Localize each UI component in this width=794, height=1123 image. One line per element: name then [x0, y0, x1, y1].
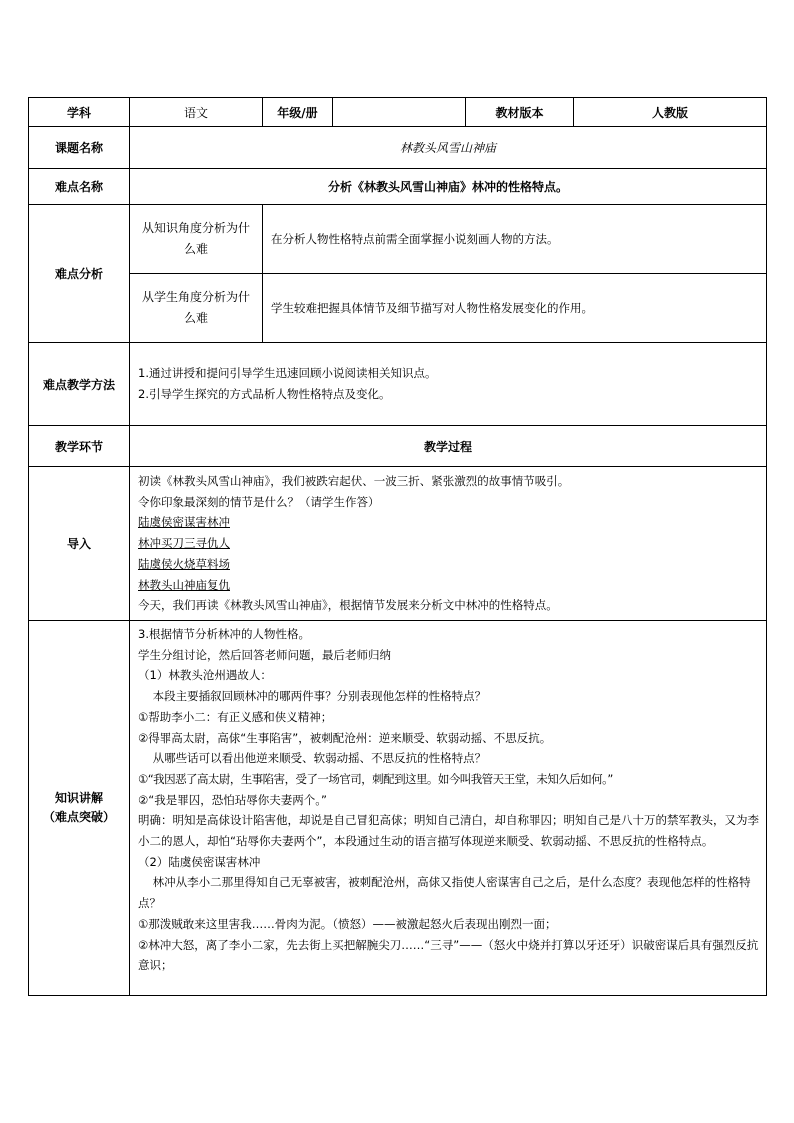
intro-row [29, 467, 767, 621]
analysis-student-value: 学生较难把握具体情节及细节描写对人物性格发展变化的作用。 [263, 274, 767, 343]
lesson-label: 课题名称 [29, 127, 130, 169]
edition-label: 教材版本 [466, 98, 574, 127]
grade-label: 年级/册 [263, 98, 333, 127]
method-content [130, 343, 767, 426]
intro-line: 初读《林教头风雪山神庙》，我们被跌宕起伏、一波三折、紧张激烈的故事情节吸引。 [138, 474, 570, 489]
method-line: 1.通过讲授和提问引导学生迅速回顾小说阅读相关知识点。 [138, 366, 437, 381]
analysis-row-knowledge [29, 205, 767, 274]
knowledge-line: ②“我是罪囚，恐怕玷辱你夫妻两个。” [138, 792, 327, 807]
knowledge-row [29, 621, 767, 996]
analysis-student-label: 从学生角度分析为什么难 [130, 274, 263, 343]
intro-content [130, 467, 767, 621]
process-header-row [29, 426, 767, 467]
knowledge-line: 本段主要插叙回顾林冲的哪两件事？分别表现他怎样的性格特点？ [138, 689, 487, 704]
lesson-row [29, 127, 767, 169]
knowledge-line: ①“我因恶了高太尉，生事陷害，受了一场官司，刺配到这里。如今叫我管天王堂，未知久后如何。” [138, 771, 613, 786]
intro-plot-item: 陆虞侯密谋害林冲 [138, 515, 230, 530]
process-label: 教学过程 [130, 426, 767, 467]
subject-value: 语文 [130, 98, 263, 127]
method-label: 难点教学方法 [29, 343, 130, 426]
intro-line: 令你印象最深刻的情节是什么？（请学生作答） [138, 494, 380, 509]
knowledge-line: ①帮助李小二：有正义感和侠义精神； [138, 709, 333, 724]
analysis-knowledge-label: 从知识角度分析为什么难 [130, 205, 263, 274]
knowledge-paragraph: ②林冲大怒，离了李小二家，先去街上买把解腕尖刀……“三寻”——（怒火中烧并打算以牙还牙）识破密谋后具有强烈反抗意识； [138, 937, 759, 973]
knowledge-line: 从哪些话可以看出他逆来顺受、软弱动摇、不思反抗的性格特点？ [138, 751, 487, 766]
knowledge-line: （2）陆虞侯密谋害林冲 [138, 854, 261, 869]
difficulty-value: 分析《林教头风雪山神庙》林冲的性格特点。 [130, 169, 767, 205]
knowledge-line: 3.根据情节分析林冲的人物性格。 [138, 627, 310, 641]
intro-plot-item: 陆虞侯火烧草料场 [138, 556, 230, 571]
stage-label: 教学环节 [29, 426, 130, 467]
lesson-plan-table [28, 97, 767, 996]
lesson-value: 林教头风雪山神庙 [130, 127, 767, 169]
analysis-knowledge-value: 在分析人物性格特点前需全面掌握小说刻画人物的方法。 [263, 205, 767, 274]
analysis-label: 难点分析 [29, 205, 130, 343]
knowledge-label-line1: 知识讲解 [54, 791, 103, 805]
intro-label: 导入 [29, 467, 130, 621]
knowledge-paragraph: 林冲从李小二那里得知自己无辜被害，被刺配沧州，高俅又指使人密谋害自己之后，是什么态度？表现他怎样的性格特点？ [138, 875, 751, 911]
intro-line: 今天，我们再读《林教头风雪山神庙》，根据情节发展来分析文中林冲的性格特点。 [138, 598, 558, 613]
difficulty-label: 难点名称 [29, 169, 130, 205]
header-row [29, 98, 767, 127]
grade-value [333, 98, 466, 127]
knowledge-line: （1）林教头沧州遇故人： [138, 668, 272, 683]
subject-label: 学科 [29, 98, 130, 127]
knowledge-line: 学生分组讨论，然后回答老师问题，最后老师归纳 [138, 647, 391, 662]
method-line: 2.引导学生探究的方式品析人物性格特点及变化。 [138, 387, 391, 401]
knowledge-line: ②得罪高太尉，高俅“生事陷害”，被刺配沧州：逆来顺受、软弱动摇、不思反抗。 [138, 730, 552, 745]
knowledge-paragraph: 明确：明知是高俅设计陷害他，却说是自己冒犯高俅；明知自己清白，却自称罪囚；明知自己是八十万的禁军教头，又为李小二的恩人，却怕“玷辱你夫妻两个”，本段通过生动的语言描写体现逆来顺受、软弱动摇、不思反抗的性格特点。 [138, 813, 759, 849]
intro-plot-item: 林教头山神庙复仇 [138, 577, 230, 592]
knowledge-line: ①那泼贼敢来这里害我……骨肉为泥。（愤怒）——被激起怒火后表现出刚烈一面； [138, 916, 557, 931]
knowledge-label [29, 621, 130, 996]
intro-plot-item: 林冲买刀三寻仇人 [138, 536, 230, 551]
knowledge-content [130, 621, 767, 996]
knowledge-label-line2: （难点突破） [42, 810, 115, 824]
edition-value: 人教版 [574, 98, 767, 127]
difficulty-row [29, 169, 767, 205]
analysis-row-student [29, 274, 767, 343]
method-row [29, 343, 767, 426]
